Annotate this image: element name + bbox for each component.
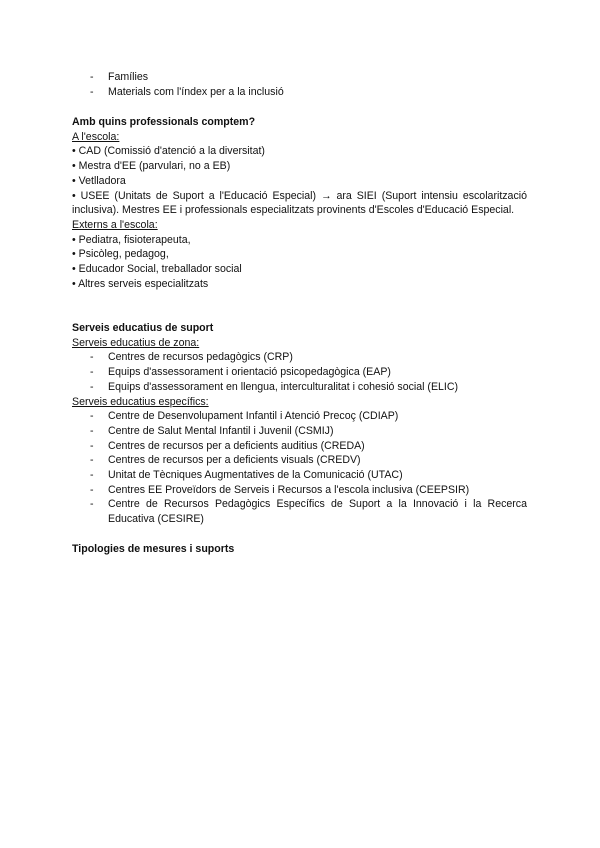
list-item: • Educador Social, treballador social <box>72 263 242 276</box>
list-item: - Materials com l'índex per a la inclusió <box>72 85 527 100</box>
list-item: - Centres EE Proveïdors de Serveis i Recursos a l'escola inclusiva (CEEPSIR) <box>72 483 527 498</box>
external-label: Externs a l'escola: <box>72 218 158 231</box>
school-list <box>72 144 527 218</box>
school-label: A l'escola: <box>72 130 120 143</box>
list-item: • Pediatra, fisioterapeuta, <box>72 233 191 246</box>
list-item: - Centre de Salut Mental Infantil i Juvenil (CSMIJ) <box>72 424 527 439</box>
list-item: • USEE (Unitats de Suport a l'Educació Especial) → ara SIEI (Suport intensiu escolarització inclusiva). Mestres EE i professionals especialitzats provinents d'Escoles d'Educació Especial. <box>72 189 527 217</box>
zone-label: Serveis educatius de zona: <box>72 336 200 349</box>
services-heading: Serveis educatius de suport <box>72 322 214 334</box>
professionals-section <box>72 115 527 291</box>
list-item: - Centre de Recursos Pedagògics Específics de Suport a la Innovació i la Recerca Educativa (CESIRE) <box>72 497 527 526</box>
list-item: - Equips d'assessorament i orientació psicopedagògica (EAP) <box>72 365 527 380</box>
zone-list <box>72 350 527 394</box>
list-item: • Psicòleg, pedagog, <box>72 248 169 261</box>
list-item: • Altres serveis especialitzats <box>72 277 209 290</box>
measures-section <box>72 542 527 557</box>
list-item: - Famílies <box>72 70 527 85</box>
list-item: • CAD (Comissió d'atenció a la diversitat) <box>72 145 265 158</box>
top-list <box>72 70 527 99</box>
top-list-block <box>72 70 527 99</box>
list-item: - Unitat de Tècniques Augmentatives de la Comunicació (UTAC) <box>72 468 527 483</box>
list-item: - Centres de recursos pedagògics (CRP) <box>72 350 527 365</box>
list-item: - Equips d'assessorament en llengua, interculturalitat i cohesió social (ELIC) <box>72 380 527 395</box>
external-list <box>72 233 527 292</box>
list-item: - Centres de recursos per a deficients visuals (CREDV) <box>72 453 527 468</box>
list-item: • Vetlladora <box>72 174 126 187</box>
professionals-heading: Amb quins professionals comptem? <box>72 116 256 128</box>
measures-heading: Tipologies de mesures i suports <box>72 543 235 555</box>
specific-label: Serveis educatius específics: <box>72 395 209 408</box>
services-section <box>72 321 527 527</box>
specific-list <box>72 409 527 527</box>
list-item: - Centres de recursos per a deficients auditius (CREDA) <box>72 439 527 454</box>
list-item: - Centre de Desenvolupament Infantil i Atenció Precoç (CDIAP) <box>72 409 527 424</box>
list-item: • Mestra d'EE (parvulari, no a EB) <box>72 160 231 173</box>
